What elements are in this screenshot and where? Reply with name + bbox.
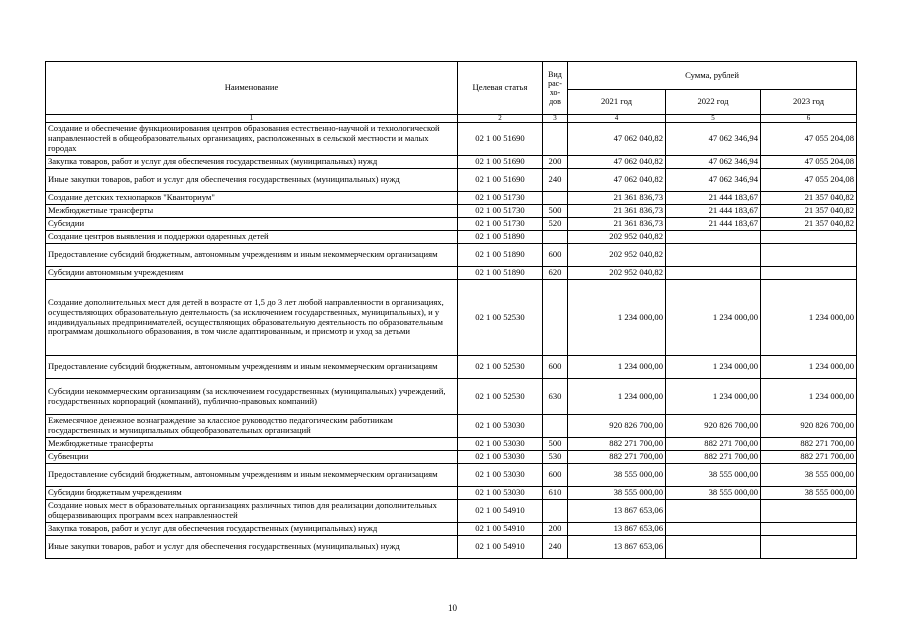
row-target-article: 02 1 00 52530 [458, 356, 543, 379]
row-name: Закупка товаров, работ и услуг для обеспечения государственных (муниципальных) нужд [46, 156, 458, 169]
row-sum-2021: 202 952 040,82 [568, 244, 666, 267]
row-sum-2022 [666, 500, 761, 523]
row-sum-2022: 1 234 000,00 [666, 280, 761, 356]
row-expense-kind: 530 [543, 451, 568, 464]
row-target-article: 02 1 00 53030 [458, 464, 543, 487]
page-number: 10 [448, 603, 457, 613]
row-sum-2023: 1 234 000,00 [761, 379, 857, 415]
table-row [46, 487, 857, 500]
row-expense-kind: 600 [543, 356, 568, 379]
row-sum-2023: 47 055 204,08 [761, 169, 857, 192]
row-name: Субвенции [46, 451, 458, 464]
row-name: Иные закупки товаров, работ и услуг для обеспечения государственных (муниципальных) нужд [46, 169, 458, 192]
row-sum-2023 [761, 231, 857, 244]
row-target-article: 02 1 00 51730 [458, 218, 543, 231]
row-sum-2023 [761, 267, 857, 280]
row-sum-2021: 1 234 000,00 [568, 280, 666, 356]
row-name: Создание центров выявления и поддержки одаренных детей [46, 231, 458, 244]
index-cell: 2 [458, 115, 543, 123]
row-sum-2022: 920 826 700,00 [666, 415, 761, 438]
row-sum-2022 [666, 267, 761, 280]
budget-table [45, 61, 857, 559]
header-year-2023: 2023 год [761, 90, 857, 115]
row-target-article: 02 1 00 51890 [458, 244, 543, 267]
table-row [46, 356, 857, 379]
row-sum-2021: 202 952 040,82 [568, 231, 666, 244]
row-target-article: 02 1 00 53030 [458, 415, 543, 438]
table-row [46, 218, 857, 231]
table-row [46, 231, 857, 244]
header-year-2022: 2022 год [666, 90, 761, 115]
row-expense-kind: 600 [543, 244, 568, 267]
row-target-article: 02 1 00 51890 [458, 267, 543, 280]
row-sum-2023: 38 555 000,00 [761, 464, 857, 487]
table-row [46, 169, 857, 192]
row-expense-kind: 620 [543, 267, 568, 280]
row-sum-2022: 38 555 000,00 [666, 487, 761, 500]
row-sum-2021: 202 952 040,82 [568, 267, 666, 280]
row-sum-2021: 1 234 000,00 [568, 379, 666, 415]
row-name: Межбюджетные трансферты [46, 438, 458, 451]
row-sum-2023 [761, 536, 857, 559]
row-sum-2023: 47 055 204,08 [761, 156, 857, 169]
table-row [46, 156, 857, 169]
row-name: Создание дополнительных мест для детей в возрасте от 1,5 до 3 лет любой направленности в организациях, осуществляющих образовательную деятельность (за исключением государственных, муниципальных), и у индивидуальных предпринимателей, осуществляющих образовательную деятельность по образовательным программам дошкольного образования, в том числе адаптированным, и присмотр и уход за детьми [46, 280, 458, 356]
row-expense-kind: 520 [543, 218, 568, 231]
row-sum-2023 [761, 523, 857, 536]
row-target-article: 02 1 00 54910 [458, 536, 543, 559]
row-expense-kind: 240 [543, 169, 568, 192]
row-expense-kind: 200 [543, 523, 568, 536]
row-expense-kind: 500 [543, 438, 568, 451]
table-row [46, 451, 857, 464]
row-name: Ежемесячное денежное вознаграждение за классное руководство педагогическим работникам государственных и муниципальных общеобразовательных организаций [46, 415, 458, 438]
table-row [46, 280, 857, 356]
row-sum-2023: 882 271 700,00 [761, 451, 857, 464]
table-row [46, 267, 857, 280]
row-sum-2022: 21 444 183,67 [666, 192, 761, 205]
row-target-article: 02 1 00 51730 [458, 192, 543, 205]
row-target-article: 02 1 00 53030 [458, 451, 543, 464]
row-sum-2021: 13 867 653,06 [568, 536, 666, 559]
row-name: Субсидии [46, 218, 458, 231]
row-target-article: 02 1 00 54910 [458, 500, 543, 523]
table-row [46, 536, 857, 559]
row-expense-kind: 200 [543, 156, 568, 169]
row-sum-2022: 1 234 000,00 [666, 356, 761, 379]
row-expense-kind: 600 [543, 464, 568, 487]
row-sum-2022: 38 555 000,00 [666, 464, 761, 487]
row-sum-2021: 38 555 000,00 [568, 464, 666, 487]
row-sum-2023: 882 271 700,00 [761, 438, 857, 451]
row-sum-2021: 21 361 836,73 [568, 218, 666, 231]
table-row [46, 415, 857, 438]
row-sum-2022: 47 062 346,94 [666, 156, 761, 169]
row-sum-2022 [666, 231, 761, 244]
table-row [46, 379, 857, 415]
row-sum-2022 [666, 244, 761, 267]
row-sum-2021: 882 271 700,00 [568, 438, 666, 451]
row-sum-2023: 21 357 040,82 [761, 205, 857, 218]
table-row [46, 464, 857, 487]
row-target-article: 02 1 00 51690 [458, 123, 543, 156]
row-sum-2022: 882 271 700,00 [666, 438, 761, 451]
row-target-article: 02 1 00 52530 [458, 379, 543, 415]
row-sum-2021: 13 867 653,06 [568, 523, 666, 536]
row-sum-2021: 38 555 000,00 [568, 487, 666, 500]
table-row [46, 244, 857, 267]
row-sum-2021: 882 271 700,00 [568, 451, 666, 464]
row-sum-2021: 920 826 700,00 [568, 415, 666, 438]
row-name: Предоставление субсидий бюджетным, автономным учреждениям и иным некоммерческим организациям [46, 356, 458, 379]
row-expense-kind: 240 [543, 536, 568, 559]
table-row [46, 523, 857, 536]
row-sum-2021: 47 062 040,82 [568, 169, 666, 192]
row-target-article: 02 1 00 52530 [458, 280, 543, 356]
row-expense-kind: 630 [543, 379, 568, 415]
row-sum-2022 [666, 523, 761, 536]
row-expense-kind [543, 192, 568, 205]
row-sum-2021: 13 867 653,06 [568, 500, 666, 523]
table-row [46, 192, 857, 205]
row-name: Предоставление субсидий бюджетным, автономным учреждениям и иным некоммерческим организациям [46, 244, 458, 267]
row-expense-kind [543, 231, 568, 244]
header-year-2021: 2021 год [568, 90, 666, 115]
row-sum-2022: 1 234 000,00 [666, 379, 761, 415]
row-sum-2021: 47 062 040,82 [568, 156, 666, 169]
index-cell: 6 [761, 115, 857, 123]
header-sum: Сумма, рублей [568, 62, 857, 90]
row-sum-2022: 47 062 346,94 [666, 123, 761, 156]
row-name: Субсидии автономным учреждениям [46, 267, 458, 280]
row-expense-kind [543, 123, 568, 156]
row-target-article: 02 1 00 51690 [458, 156, 543, 169]
header-expense-kind: Вид рас-хо-дов [543, 62, 568, 115]
row-name: Закупка товаров, работ и услуг для обеспечения государственных (муниципальных) нужд [46, 523, 458, 536]
row-sum-2023: 47 055 204,08 [761, 123, 857, 156]
row-target-article: 02 1 00 54910 [458, 523, 543, 536]
row-name: Создание и обеспечение функционирования центров образования естественно-научной и технологической направленностей в общеобразовательных организациях, расположенных в сельской местности и малых городах [46, 123, 458, 156]
row-name: Создание новых мест в образовательных организациях различных типов для реализации дополнительных общеразвивающих программ всех направленностей [46, 500, 458, 523]
row-sum-2023 [761, 500, 857, 523]
row-expense-kind: 500 [543, 205, 568, 218]
row-expense-kind [543, 415, 568, 438]
header-target-article: Целевая статья [458, 62, 543, 115]
row-sum-2021: 1 234 000,00 [568, 356, 666, 379]
table-row [46, 205, 857, 218]
row-target-article: 02 1 00 51690 [458, 169, 543, 192]
row-target-article: 02 1 00 53030 [458, 438, 543, 451]
index-cell: 4 [568, 115, 666, 123]
table-row [46, 123, 857, 156]
row-target-article: 02 1 00 51730 [458, 205, 543, 218]
index-cell: 1 [46, 115, 458, 123]
row-sum-2023: 21 357 040,82 [761, 218, 857, 231]
row-sum-2021: 21 361 836,73 [568, 192, 666, 205]
row-sum-2021: 47 062 040,82 [568, 123, 666, 156]
row-target-article: 02 1 00 53030 [458, 487, 543, 500]
index-cell: 3 [543, 115, 568, 123]
table-row [46, 500, 857, 523]
header-name: Наименование [46, 62, 458, 115]
row-sum-2022 [666, 536, 761, 559]
row-sum-2023: 1 234 000,00 [761, 356, 857, 379]
table-row [46, 438, 857, 451]
row-expense-kind [543, 500, 568, 523]
row-name: Предоставление субсидий бюджетным, автономным учреждениям и иным некоммерческим организациям [46, 464, 458, 487]
row-sum-2023: 21 357 040,82 [761, 192, 857, 205]
row-name: Создание детских технопарков "Кванториум" [46, 192, 458, 205]
row-name: Субсидии бюджетным учреждениям [46, 487, 458, 500]
row-sum-2022: 21 444 183,67 [666, 218, 761, 231]
row-name: Субсидии некоммерческим организациям (за исключением государственных (муниципальных) учреждений, государственных корпораций (компаний), публично-правовых компаний) [46, 379, 458, 415]
row-sum-2023: 1 234 000,00 [761, 280, 857, 356]
index-cell: 5 [666, 115, 761, 123]
row-sum-2022: 47 062 346,94 [666, 169, 761, 192]
row-sum-2022: 21 444 183,67 [666, 205, 761, 218]
row-target-article: 02 1 00 51890 [458, 231, 543, 244]
row-name: Межбюджетные трансферты [46, 205, 458, 218]
row-sum-2023 [761, 244, 857, 267]
row-sum-2022: 882 271 700,00 [666, 451, 761, 464]
row-sum-2021: 21 361 836,73 [568, 205, 666, 218]
row-name: Иные закупки товаров, работ и услуг для обеспечения государственных (муниципальных) нужд [46, 536, 458, 559]
row-expense-kind: 610 [543, 487, 568, 500]
row-expense-kind [543, 280, 568, 356]
row-sum-2023: 920 826 700,00 [761, 415, 857, 438]
row-sum-2023: 38 555 000,00 [761, 487, 857, 500]
